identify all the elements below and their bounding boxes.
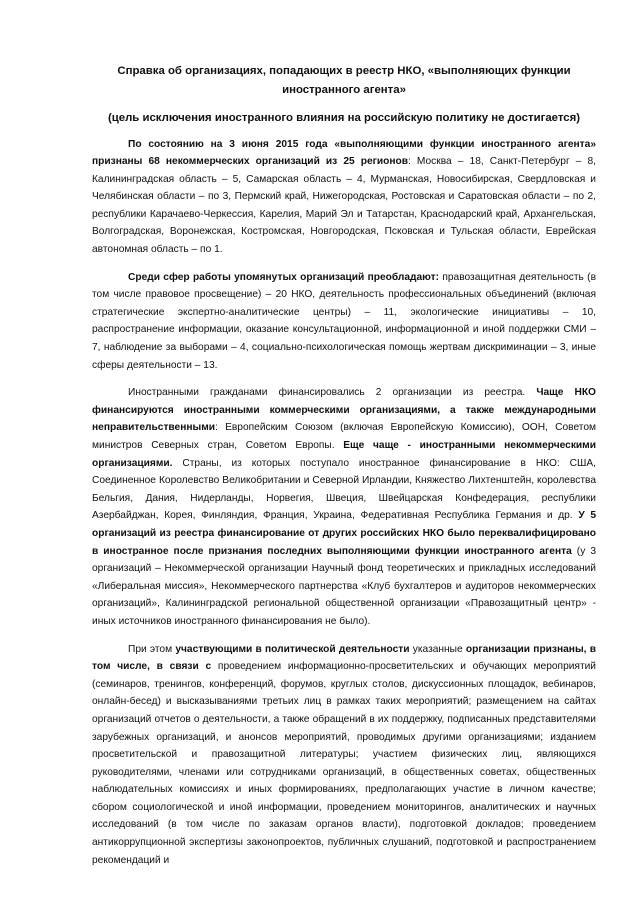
paragraph-bold-text: По состоянию на 3 июня 2015 года «выполняющими функции иностранного агента» признаны 68 некоммерческих организаций из 25 регионов [92, 138, 596, 168]
paragraph-text: проведением информационно-просветительских и обучающих мероприятий (семинаров, тренингов, конференций, форумов, круглых столов, дискуссионных площадок, вебинаров, онлайн-бесед) и высказываниями третьих лиц в рамках таких мероприятий; размещением на сайтах организаций отчетов о деятельности, а также обращений в их поддержку, подписанных представителями зарубежных организаций, и анонсов мероприятий, проводимых другими организациями; изданием просветительской и правозащитной литературы; участием физических лиц, являющихся руководителями, членами или сотрудниками организаций, в общественных советах, общественных наблюдательных комиссиях и иных формированиях, предполагающих участие в личном качестве; сбором социологической и иной информации, проведением мониторингов, аналитических и научных исследований (в том числе по заказам органов власти), подготовкой докладов; проведением антикоррупционной экспертизы законопроектов, публичных слушаний, подготовкой и распространением рекомендаций и [92, 661, 596, 866]
paragraph-foreign-funding [92, 384, 596, 630]
document-title: Справка об организациях, попадающих в реестр НКО, «выполняющих функции иностранного агента» [117, 65, 571, 96]
paragraph-text: Страны, из которых поступало иностранное финансирование в НКО: США, Соединенное Королевство Великобритании и Северной Ирландии, Княжество Лихтенштейн, королевства Бельгия, Дания, Нидерланды, Норвегия, Швеция, Швейцарская Конфедерация, республики Азербайджан, Корея, Финляндия, Франция, Украина, Федеративная Республика Германия и др. [92, 457, 596, 522]
paragraph-text: : Москва – 18, Санкт-Петербург – 8, Калининградская область – 5, Самарская область – 4, Мурманская, Новосибирская, Свердловская и Челябинская области – по 3, Пермский край, Нижегородская, Ростовская и Саратовская области – по 2, республики Карачаево-Черкессия, Карелия, Марий Эл и Татарстан, Краснодарский край, Архангельская, Волгоградская, Воронежская, Костромская, Новгородская, Псковская и Тульская области, Еврейская автономная область – по 1. [92, 156, 596, 256]
paragraph-bold-text: Чаще НКО финансируются иностранными коммерческими организациями, а также международными неправительственными [92, 387, 596, 434]
paragraph-registry-status [92, 136, 596, 259]
paragraph-bold-text: участвующими в политической деятельности [175, 643, 410, 655]
paragraph-text: (у 3 организаций – Некоммерческой организации Научный фонд теоретических и прикладных исследований «Либеральная миссия», Некоммерческого партнерства «Клуб бухгалтеров и аудиторов некоммерческих организаций», Калининградской региональной общественной организации «Правозащитный центр» - иных источников иностранного финансирования не было). [92, 545, 596, 627]
paragraph-text: При этом [128, 643, 176, 655]
paragraph-work-areas [92, 269, 596, 375]
paragraph-bold-text: У 5 организаций из реестра финансирование от других российских НКО было переквалифицировано в иностранное после признания последних выполняющими функции иностранного агента [92, 510, 596, 557]
paragraph-text: Иностранными гражданами финансировались 2 организации из реестра. [128, 387, 537, 399]
paragraph-bold-text: организации признаны, в том числе, в связи с [92, 643, 596, 673]
paragraph-bold-text: Еще чаще - иностранными некоммерческими организациями. [92, 440, 596, 469]
paragraph-text: указанные [409, 643, 466, 655]
paragraph-text: правозащитная деятельность (в том числе правовое просвещение) – 20 НКО, деятельность профессиональных объединений (включая стратегические экспертно-аналитические центры) – 11, экологические инициативы – 10, распространение информации, оказание консультационной, информационной и иной поддержки СМИ – 7, наблюдение за выборами – 4, социально-психологическая помощь жертвам дискриминации – 3, иные сферы деятельности – 13. [92, 271, 596, 371]
paragraph-text: : Европейским Союзом (включая Европейскую Комиссию), ООН, Советом министров Северных стран, Советом Европы. [92, 422, 596, 451]
paragraph-political-activity [92, 641, 596, 870]
paragraph-bold-text: Среди сфер работы упомянутых организаций преобладают: [128, 271, 440, 283]
document-subtitle: (цель исключения иностранного влияния на российскую политику не достигается) [107, 112, 581, 124]
